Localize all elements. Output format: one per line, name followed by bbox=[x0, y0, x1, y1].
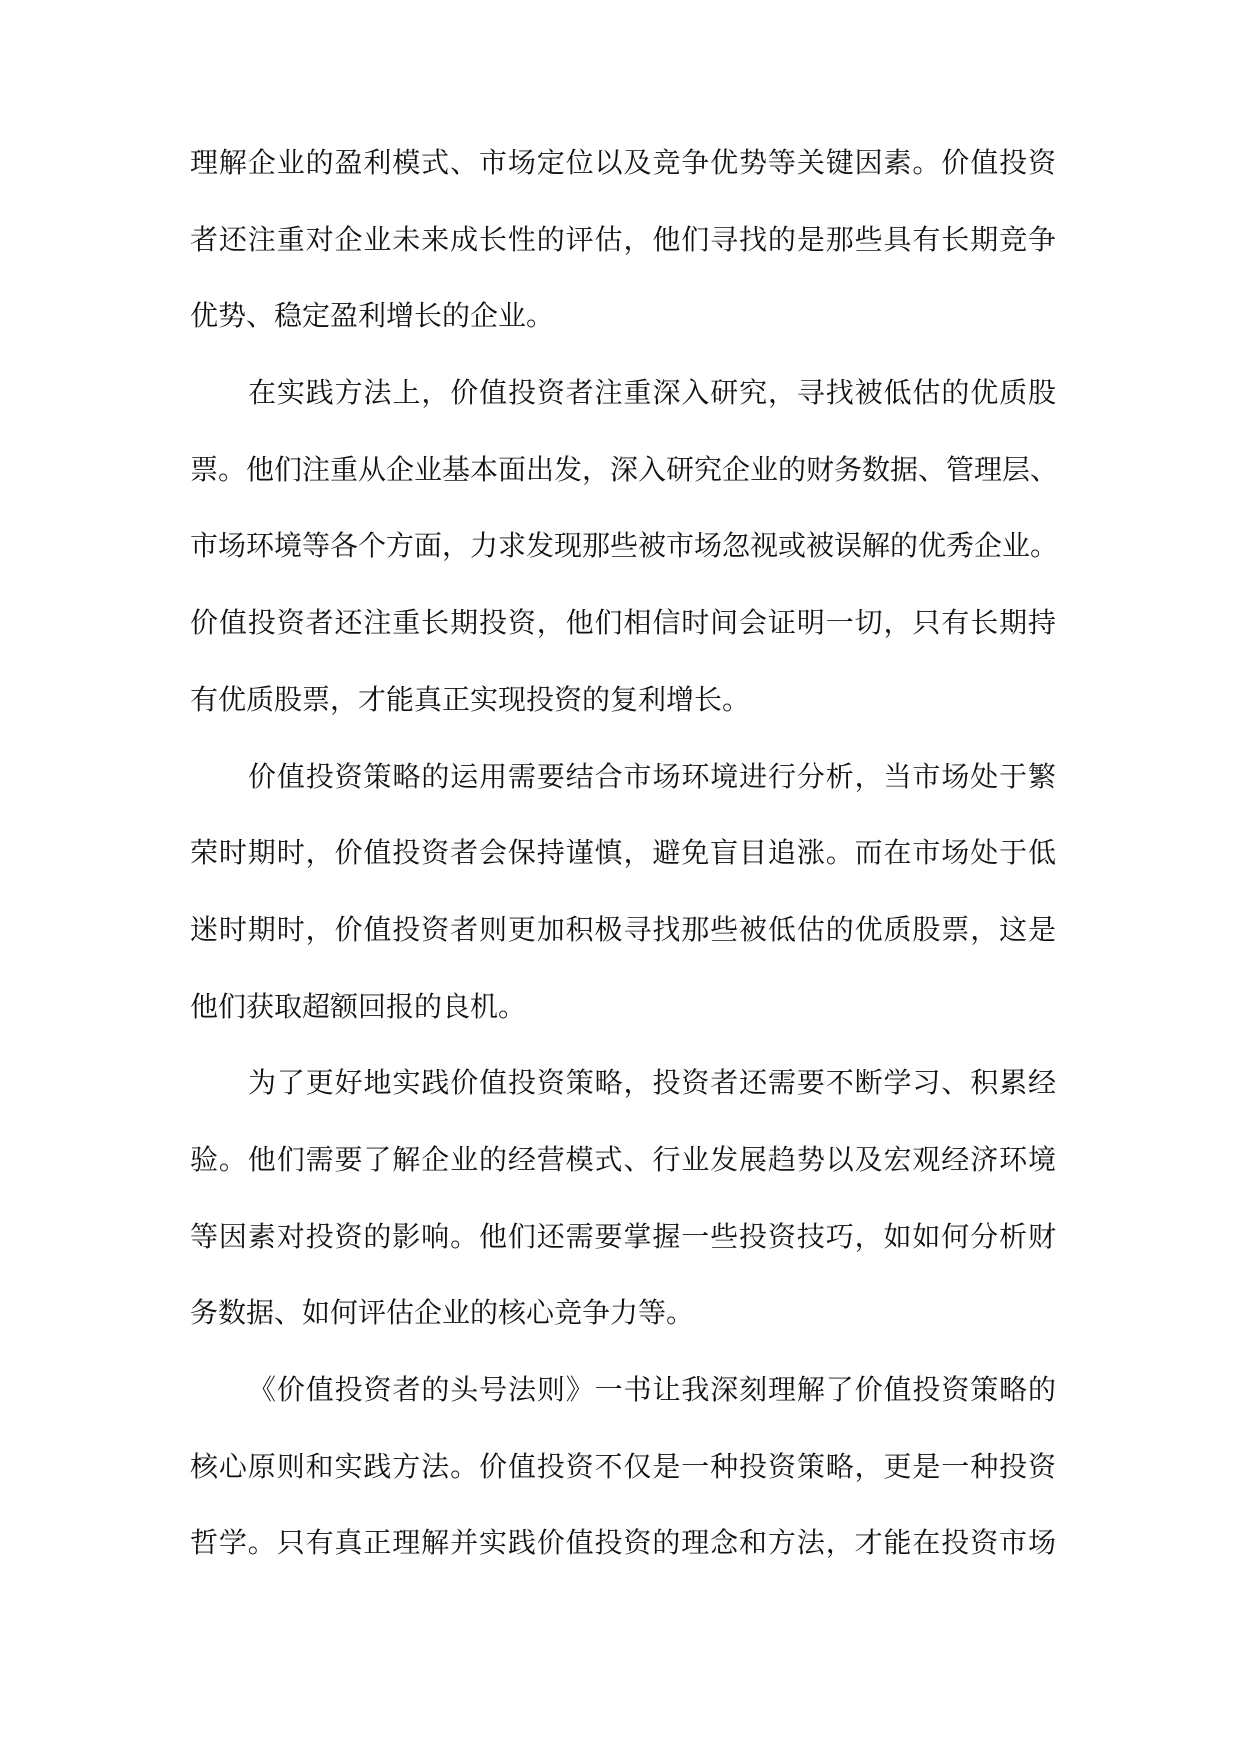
text-line: 理解企业的盈利模式、市场定位以及竞争优势等关键因素。价值投资 bbox=[190, 146, 1056, 179]
text-line: 等因素对投资的影响。他们还需要掌握一些投资技巧，如如何分析财 bbox=[190, 1219, 1056, 1253]
text-line: 优势、稳定盈利增长的企业。 bbox=[190, 299, 555, 333]
text-line: 为了更好地实践价值投资策略，投资者还需要不断学习、积累经 bbox=[248, 1066, 1056, 1100]
text-line: 迷时期时，价值投资者则更加积极寻找那些被低估的优质股票，这是 bbox=[190, 912, 1056, 946]
body-text bbox=[190, 143, 1059, 1600]
text-line: 核心原则和实践方法。价值投资不仅是一种投资策略，更是一种投资 bbox=[190, 1449, 1056, 1483]
text-line: 者还注重对企业未来成长性的评估，他们寻找的是那些具有长期竞争 bbox=[190, 222, 1056, 256]
text-line: 有优质股票，才能真正实现投资的复利增长。 bbox=[190, 682, 751, 716]
text-line: 《价值投资者的头号法则》一书让我深刻理解了价值投资策略的 bbox=[248, 1373, 1056, 1406]
text-line: 在实践方法上，价值投资者注重深入研究，寻找被低估的优质股 bbox=[248, 376, 1056, 410]
text-line: 价值投资者还注重长期投资，他们相信时间会证明一切，只有长期持 bbox=[190, 606, 1056, 640]
text-line: 验。他们需要了解企业的经营模式、行业发展趋势以及宏观经济环境 bbox=[190, 1142, 1056, 1176]
text-line: 市场环境等各个方面，力求发现那些被市场忽视或被误解的优秀企业。 bbox=[190, 529, 1059, 563]
text-line: 荣时期时，价值投资者会保持谨慎，避免盲目追涨。而在市场处于低 bbox=[190, 836, 1056, 870]
text-line: 票。他们注重从企业基本面出发，深入研究企业的财务数据、管理层、 bbox=[190, 452, 1059, 486]
text-line: 务数据、如何评估企业的核心竞争力等。 bbox=[190, 1296, 695, 1330]
text-line: 他们获取超额回报的良机。 bbox=[190, 989, 527, 1023]
text-line: 哲学。只有真正理解并实践价值投资的理念和方法，才能在投资市场 bbox=[190, 1526, 1056, 1560]
text-line: 价值投资策略的运用需要结合市场环境进行分析，当市场处于繁 bbox=[248, 759, 1056, 793]
